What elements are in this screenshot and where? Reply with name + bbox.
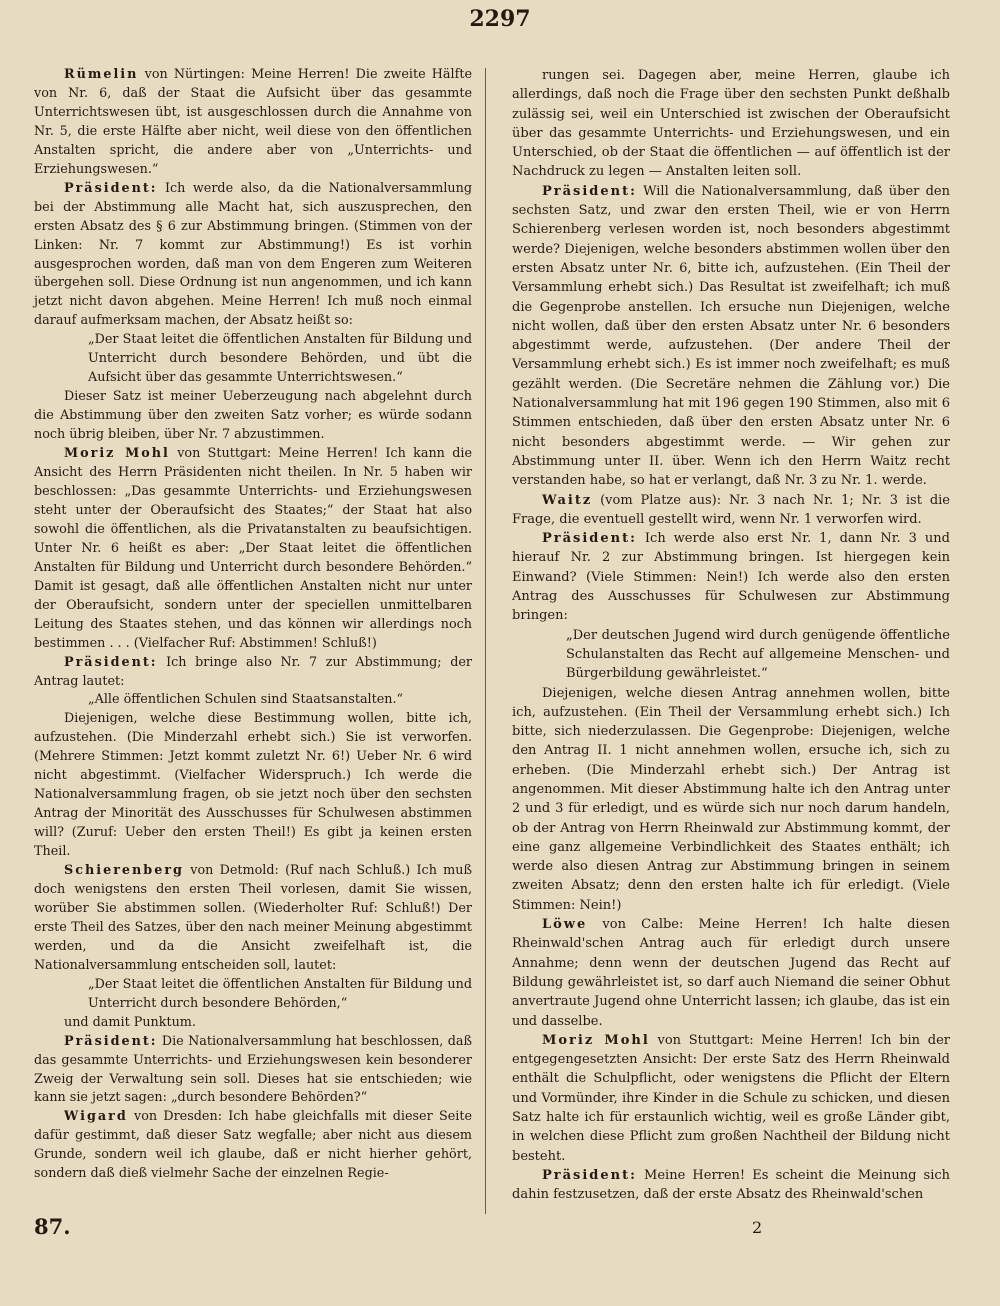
- paragraph-text: Will die Nationalversammlung, daß über den sechsten Satz, und zwar den ersten Theil, wie er von Herrn Schierenberg verlesen worden ist, noch besonders abgestimmt werde? Diejenigen, welche besonders abstimmen wollen über den ersten Absatz unter Nr. 6, bitte ich, aufzustehen. (Ein Theil der Versammlung erhebt sich.) Das Resultat ist zweifelhaft; ich muß die Gegenprobe anstellen. Ich ersuche nun Diejenigen, welche nicht wollen, daß über den ersten Absatz unter Nr. 6 besonders abgestimmt werde, aufzustehen. (Der andere Theil der Versammlung erhebt sich.) Es ist immer noch zweifelhaft; es muß gezählt werden. (Die Secretäre nehmen die Zählung vor.) Die Nationalversammlung hat mit 196 gegen 190 Stimmen, also mit 6 Stimmen entschieden, daß über den ersten Absatz unter Nr. 6 nicht besonders abgestimmt werde. — Wir gehen zur Abstimmung unter II. über. Wenn ich den Herrn Waitz recht verstanden habe, so hat er verlangt, daß Nr. 3 zu Nr. 1. werde.: [512, 183, 950, 489]
- quoted-motion: [34, 691, 472, 710]
- signature-mark: 87.: [34, 1214, 71, 1239]
- paragraph-text: Die Nationalversammlung hat beschlossen, daß das gesammte Unterrichts- und Erziehungswesen kein besonderer Zweig der Verwaltung sein soll. Dieses hat sie entschieden; wie kann sie jetzt sagen: „durch besondere Behörden?“: [34, 1033, 472, 1106]
- speaker-name: Schierenberg: [64, 863, 184, 879]
- paragraph-text: von Stuttgart: Meine Herren! Ich bin der entgegengesetzten Ansicht: Der erste Satz des Herrn Rheinwald enthält die Schulpflicht, oder wenigstens die Pflicht der Eltern und Vormünder, ihre Kinder in die Schule zu schicken, und diesen Satz halte ich für erstaunlich wichtig, weil es große Länder gibt, in welchen diese Pflicht zum großen Nachtheil der Bildung nicht besteht.: [512, 1032, 950, 1164]
- paragraph-text: „Alle öffentlichen Schulen sind Staatsanstalten.“: [88, 692, 404, 708]
- paragraph-text: Diejenigen, welche diese Bestimmung wollen, bitte ich, aufzustehen. (Die Minderzahl erhebt sich.) Sie ist verworfen. (Mehrere Stimmen: Jetzt kommt zuletzt Nr. 6!) Ueber Nr. 6 wird nicht abgestimmt. (Vielfacher Widerspruch.) Ich werde die Nationalversammlung fragen, ob sie jetzt noch über den sechsten Antrag der Minorität des Ausschusses für Schulwesen abstimmen will? (Zuruf: Ueber den ersten Theil!) Es gibt ja keinen ersten Theil.: [34, 711, 472, 860]
- paragraph-text: und damit Punktum.: [64, 1014, 196, 1030]
- text-paragraph: [34, 710, 472, 862]
- speaker-name: Präsident:: [542, 531, 637, 547]
- quoted-motion: [34, 976, 472, 1014]
- paragraph-text: Ich werde also erst Nr. 1, dann Nr. 3 und hierauf Nr. 2 zur Abstimmung bringen. Ist hiergegen kein Einwand? (Viele Stimmen: Nein!) Ich werde also den ersten Antrag des Ausschusses für Schulwesen zur Abstimmung bringen:: [512, 531, 950, 624]
- text-paragraph: [512, 66, 950, 182]
- paragraph-text: Diejenigen, welche diesen Antrag annehmen wollen, bitte ich, aufzustehen. (Ein Theil der Versammlung erhebt sich.) Ich bitte, sich niederzulassen. Die Gegenprobe: Diejenigen, welche den Antrag II. 1 nicht annehmen wollen, ersuche ich, sich zu erheben. (Die Minderzahl erhebt sich.) Der Antrag ist angenommen. Mit dieser Abstimmung halte ich den Antrag unter 2 und 3 für erledigt, und es würde sich nur noch darum handeln, ob der Antrag von Herrn Rheinwald zur Abstimmung kommt, der eine ganz allgemeine Verbindlichkeit des Staates enthält; ich werde also diesen Antrag zur Abstimmung bringen in seinem zweiten Absatz; denn den ersten halte ich für erledigt. (Viele Stimmen: Nein!): [512, 685, 950, 913]
- left-column: [34, 66, 472, 1184]
- quoted-motion: [34, 331, 472, 388]
- paragraph-text: von Stuttgart: Meine Herren! Ich kann die Ansicht des Herrn Präsidenten nicht theilen. In Nr. 5 haben wir beschlossen: „Das gesammte Unterrichts- und Erziehungswesen steht unter der Oberaufsicht des Staates;“ der Staat hat also sowohl die öffentlichen, als die Privatanstalten zu beaufsichtigen. Unter Nr. 6 heißt es aber: „Der Staat leitet die öffentlichen Anstalten für Bildung und Unterricht durch besondere Behörden.“ Damit ist gesagt, daß alle öffentlichen Anstalten nicht nur unter der Oberaufsicht, sondern unter der speciellen unmittelbaren Leitung des Staates stehen, und das können wir allerdings noch bestimmen . . . (Vielfacher Ruf: Abstimmen! Schluß!): [34, 446, 472, 651]
- speaker-name: Löwe: [542, 917, 588, 933]
- speech-paragraph: [512, 491, 950, 530]
- paragraph-text: Dieser Satz ist meiner Ueberzeugung nach abgelehnt durch die Abstimmung über den zweiten Satz vorher; es würde sodann noch übrig bleiben, über Nr. 7 abzustimmen.: [34, 389, 472, 443]
- speech-paragraph: [34, 654, 472, 692]
- quoted-motion: [512, 626, 950, 684]
- speech-paragraph: [34, 66, 472, 180]
- speech-paragraph: [34, 1108, 472, 1184]
- paragraph-text: Ich werde also, da die Nationalversammlung bei der Abstimmung alle Macht hat, sich auszusprechen, den ersten Absatz des § 6 zur Abstimmung bringen. (Stimmen von der Linken: Nr. 7 kommt zur Abstimmung!) Es ist vorhin ausgesprochen worden, daß man von dem Engeren zum Weiteren übergehen soll. Diese Ordnung ist nun angenommen, und ich kann jetzt nicht davon abgehen. Meine Herren! Ich muß noch einmal darauf aufmerksam machen, der Absatz heißt so:: [34, 180, 472, 329]
- paragraph-text: Meine Herren! Es scheint die Meinung sich dahin festzusetzen, daß der erste Absatz des Rheinwald'schen: [512, 1167, 950, 1203]
- column-divider: [485, 68, 486, 1214]
- speaker-name: Präsident:: [542, 1167, 637, 1183]
- paragraph-text: „Der Staat leitet die öffentlichen Anstalten für Bildung und Unterricht durch besondere Behörden,“: [88, 976, 472, 1011]
- speech-paragraph: [512, 915, 950, 1031]
- paragraph-text: (vom Platze aus): Nr. 3 nach Nr. 1; Nr. 3 ist die Frage, die eventuell gestellt wird, wenn Nr. 1 verworfen wird.: [512, 492, 950, 527]
- speech-paragraph: [512, 1031, 950, 1166]
- paragraph-text: rungen sei. Dagegen aber, meine Herren, glaube ich allerdings, daß noch die Frage über den sechsten Punkt deßhalb zulässig sei, weil ein Unterschied ist zwischen der Oberaufsicht über das gesammte Unterrichts- und Erziehungswesen, und ein Unterschied, ob der Staat die öffentlichen — auf öffentlich ist der Nachdruck zu legen — Anstalten leiten soll.: [512, 68, 950, 180]
- speaker-name: Rümelin: [64, 67, 139, 82]
- speaker-name: Moriz Mohl: [64, 446, 170, 462]
- speech-paragraph: [512, 529, 950, 625]
- speech-paragraph: [512, 1166, 950, 1205]
- speech-paragraph: [34, 1033, 472, 1109]
- speaker-name: Wigard: [64, 1109, 128, 1125]
- speech-paragraph: [34, 180, 472, 332]
- paragraph-text: Ich bringe also Nr. 7 zur Abstimmung; der Antrag lautet:: [34, 654, 472, 689]
- speaker-name: Waitz: [542, 492, 593, 508]
- text-paragraph: [512, 684, 950, 916]
- right-column: [512, 66, 950, 1205]
- page-number: 2297: [469, 6, 531, 32]
- speech-paragraph: [512, 182, 950, 491]
- paragraph-text: „Der Staat leitet die öffentlichen Anstalten für Bildung und Unterricht durch besondere Behörden, und übt die Aufsicht über das gesammte Unterrichtswesen.“: [88, 332, 472, 386]
- paragraph-text: von Detmold: (Ruf nach Schluß.) Ich muß doch wenigstens den ersten Theil vorlesen, damit Sie wissen, worüber Sie abstimmen sollen. (Wiederholter Ruf: Schluß!) Der erste Theil des Satzes, über den nach meiner Meinung abgestimmt werden, und da die Ansicht zweifelhaft ist, die Nationalversammlung entscheiden soll, lautet:: [34, 863, 472, 973]
- text-paragraph: [34, 388, 472, 445]
- speaker-name: Präsident:: [64, 1033, 158, 1049]
- speech-paragraph: [34, 862, 472, 976]
- signature-number: 2: [752, 1218, 763, 1237]
- paragraph-text: von Nürtingen: Meine Herren! Die zweite Hälfte von Nr. 6, daß der Staat die Aufsicht über das gesammte Unterrichtswesen übt, ist ausgeschlossen durch die Annahme von Nr. 5, die erste Hälfte aber nicht, weil diese von den öffentlichen Anstalten spricht, die andere aber von „Unterrichts- und Erziehungswesen.“: [34, 67, 472, 177]
- speaker-name: Präsident:: [542, 183, 637, 199]
- speaker-name: Moriz Mohl: [542, 1032, 650, 1048]
- text-paragraph: [34, 1014, 472, 1033]
- paragraph-text: von Calbe: Meine Herren! Ich halte diesen Rheinwald'schen Antrag auch für erledigt durch unsere Annahme; denn wenn der deutschen Jugend das Recht auf Bildung gewährleistet ist, so darf auch Niemand die seiner Obhut anvertraute Jugend ohne Unterricht lassen; ich glaube, das ist ein und dasselbe.: [512, 917, 950, 1029]
- paragraph-text: „Der deutschen Jugend wird durch genügende öffentliche Schulanstalten das Recht auf allgemeine Menschen- und Bürgerbildung gewährleistet.“: [566, 627, 950, 682]
- speech-paragraph: [34, 445, 472, 653]
- paragraph-text: von Dresden: Ich habe gleichfalls mit dieser Seite dafür gestimmt, daß dieser Satz wegfalle; aber nicht aus diesem Grunde, sondern weil ich glaube, daß er nicht hierher gehört, sondern daß dieß vielmehr Sache der einzelnen Regie-: [34, 1109, 472, 1182]
- speaker-name: Präsident:: [64, 654, 158, 670]
- speaker-name: Präsident:: [64, 180, 158, 196]
